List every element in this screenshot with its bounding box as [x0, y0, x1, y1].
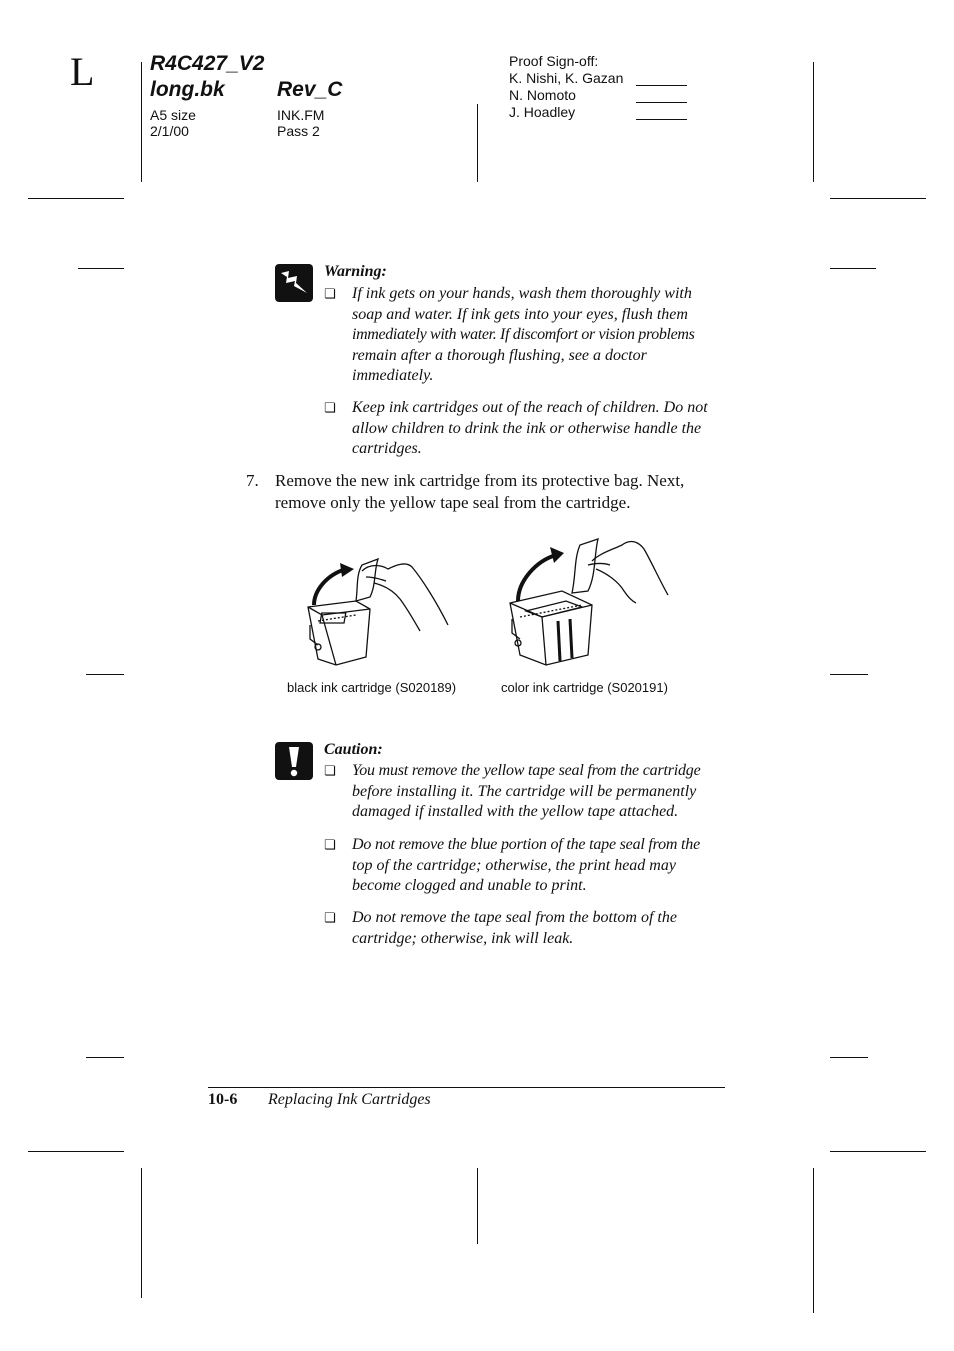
proof-label: Proof Sign-off:	[509, 53, 599, 69]
text-line: Keep ink cartridges out of the reach of children. Do not	[352, 399, 708, 416]
checkbox-bullet-icon: ❏	[324, 764, 336, 779]
text-line: immediately.	[352, 367, 434, 384]
text-line: allow children to drink the ink or otherwise handle the	[352, 419, 702, 437]
crop-mark	[477, 1168, 478, 1244]
footer-rule	[208, 1087, 725, 1088]
text-line: cartridges.	[352, 440, 422, 457]
crop-mark	[141, 62, 142, 182]
crop-mark	[830, 1151, 926, 1152]
checkbox-bullet-icon: ❏	[324, 838, 336, 853]
signoff-line	[636, 85, 687, 86]
checkbox-bullet-icon: ❏	[324, 287, 336, 302]
proof-name: K. Nishi, K. Gazan	[509, 70, 624, 86]
text-line: remove only the yellow tape seal from the cartridge.	[275, 492, 631, 512]
step-text	[275, 470, 735, 513]
doc-date: 2/1/00	[150, 123, 189, 139]
text-line: immediately with water. If discomfort or vision problems	[352, 326, 695, 343]
checkbox-bullet-icon: ❏	[324, 401, 336, 416]
crop-mark	[78, 268, 124, 269]
crop-mark	[813, 1168, 814, 1313]
doc-title: R4C427_V2	[150, 52, 265, 75]
crop-mark	[830, 674, 868, 675]
crop-mark	[86, 1057, 124, 1058]
caution-item	[352, 908, 724, 949]
text-line: become clogged and unable to print.	[352, 877, 587, 894]
doc-book: long.bk	[150, 78, 225, 101]
text-line: You must remove the yellow tape seal from the cartridge	[352, 762, 701, 779]
text-line: top of the cartridge; otherwise, the print head may	[352, 856, 676, 874]
checkbox-bullet-icon: ❏	[324, 911, 336, 926]
figure-caption-color: color ink cartridge (S020191)	[501, 680, 668, 695]
step-number: 7.	[246, 471, 259, 490]
crop-mark	[830, 268, 876, 269]
page-number: 10-6	[208, 1091, 238, 1108]
exclamation-caution-icon	[275, 742, 313, 780]
proof-signoff	[509, 53, 623, 121]
proof-name: N. Nomoto	[509, 87, 576, 103]
page-side-letter: L	[70, 49, 95, 94]
text-line: Do not remove the blue portion of the tape seal from the	[352, 836, 700, 853]
warning-item	[352, 398, 724, 460]
figure-caption-black: black ink cartridge (S020189)	[287, 680, 457, 695]
text-line: soap and water. If ink gets into your eyes, flush them	[352, 305, 688, 323]
crop-mark	[830, 1057, 868, 1058]
crop-mark	[141, 1168, 142, 1298]
color-cartridge-illustration	[496, 535, 676, 670]
text-line: remain after a thorough flushing, see a doctor	[352, 346, 647, 364]
crop-mark	[830, 198, 926, 199]
signoff-line	[636, 119, 687, 120]
section-title: Replacing Ink Cartridges	[268, 1091, 431, 1108]
proof-name: J. Hoadley	[509, 104, 576, 120]
crop-mark	[86, 674, 124, 675]
crop-mark	[477, 104, 478, 182]
black-cartridge-illustration	[296, 555, 456, 670]
doc-file: INK.FM	[277, 107, 325, 123]
signoff-line	[636, 102, 687, 103]
caution-title: Caution:	[324, 741, 383, 758]
warning-title: Warning:	[324, 263, 387, 280]
crop-mark	[813, 62, 814, 182]
warning-item	[352, 284, 724, 387]
lightning-warning-icon	[275, 264, 313, 302]
text-line: before installing it. The cartridge will be permanently	[352, 782, 697, 800]
crop-mark	[28, 1151, 124, 1152]
crop-mark	[28, 198, 124, 199]
doc-revision: Rev_C	[277, 78, 343, 101]
text-line: cartridge; otherwise, ink will leak.	[352, 929, 574, 947]
text-line: damaged if installed with the yellow tape attached.	[352, 803, 679, 820]
doc-size: A5 size	[150, 107, 196, 123]
caution-item	[352, 835, 724, 897]
text-line: If ink gets on your hands, wash them thoroughly with	[352, 285, 692, 302]
text-line: Remove the new ink cartridge from its protective bag. Next,	[275, 471, 685, 490]
text-line: Do not remove the tape seal from the bottom of the	[352, 909, 677, 926]
caution-item	[352, 761, 724, 823]
doc-pass: Pass 2	[277, 123, 320, 139]
